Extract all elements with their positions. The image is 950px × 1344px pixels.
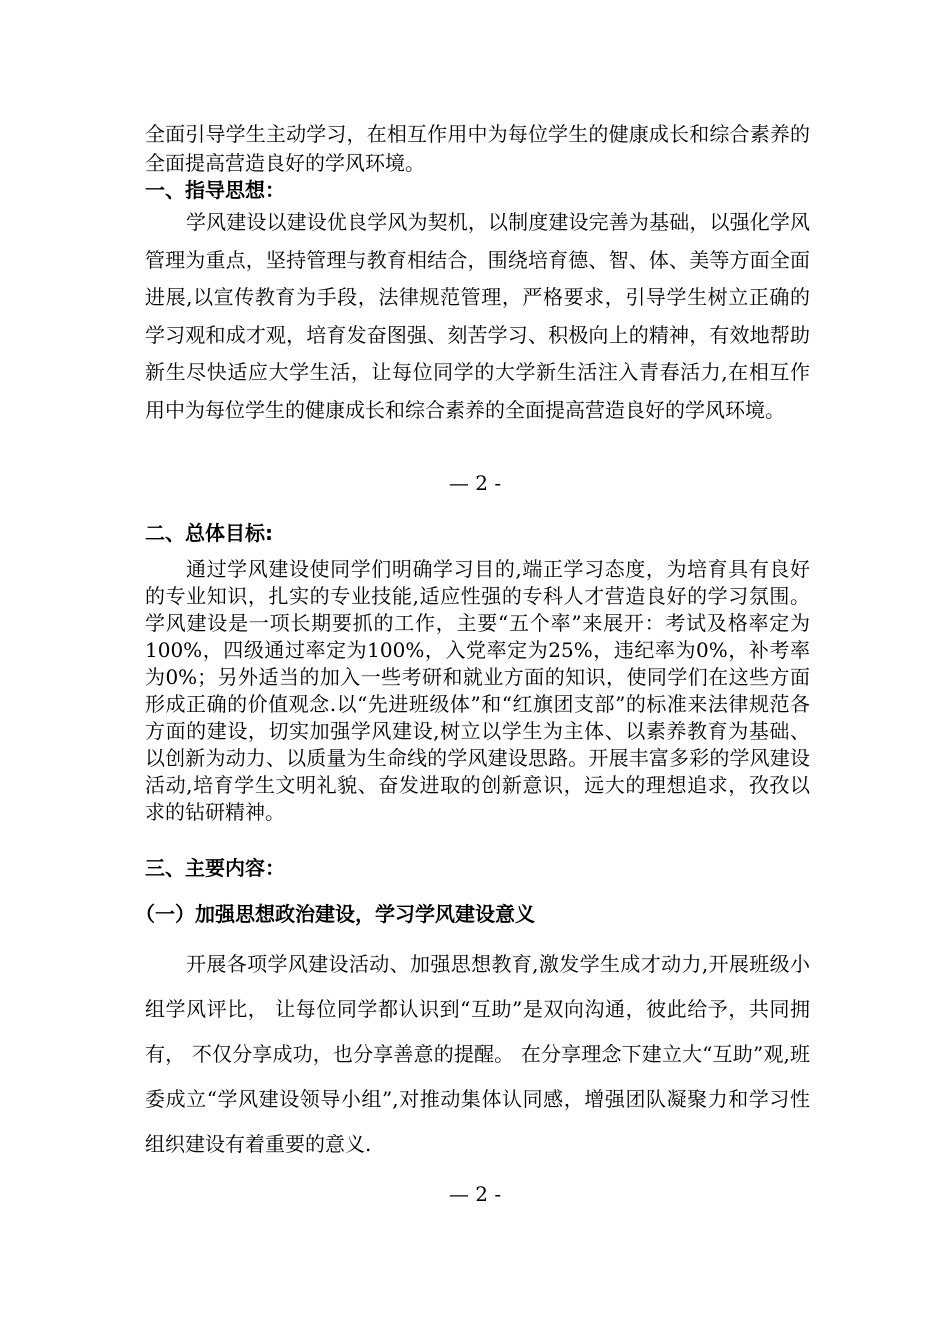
intro-paragraph: 全面引导学生主动学习，在相互作用中为每位学生的健康成长和综合素养的全面提高营造良好的学风环境。 [145, 122, 810, 175]
section3-heading: 三、主要内容： [145, 856, 285, 880]
page-number: — 2 - [448, 471, 502, 495]
section3-body: 开展各项学风建设活动、加强思想教育,激发学生成才动力,开展班级小组学风评比， 让每位同学都认识到“互助”是双向沟通，彼此给予，共同拥有， 不仅分享成功，也分享善意的提醒。 在分享理念下建立大“互助”观,班委成立“学风建设领导小组”,对推动集体认同感，增强团队凝聚力和学习性组织建设有着重要的意义. [145, 952, 810, 1156]
section3-subheading: （一）加强思想政治建设，学习学风建设意义 [135, 902, 535, 926]
section2-heading: 二、总体目标: [145, 521, 273, 545]
page-number-bottom: — 2 - [448, 1182, 502, 1206]
section1-body: 学风建设以建设优良学风为契机，以制度建设完善为基础，以强化学风管理为重点，坚持管理与教育相结合，围绕培育德、智、体、美等方面全面进展,以宣传教育为手段，法律规范管理，严格要求，引导学生树立正确的学习观和成才观，培育发奋图强、刻苦学习、积极向上的精神，有效地帮助新生尽快适应大学生活，让每位同学的大学新生活注入青春活力,在相互作用中为每位学生的健康成长和综合素养的全面提高营造良好的学风环境。 [145, 210, 810, 422]
section1-heading: 一、指导思想： [145, 178, 285, 202]
section2-body: 通过学风建设使同学们明确学习目的,端正学习态度，为培育具有良好的专业知识，扎实的专业技能,适应性强的专科人才营造良好的学习氛围。学风建设是一项长期要抓的工作，主要“五个率”来展开：考试及格率定为100%，四级通过率定为100%，入党率定为25%，违纪率为0%，补考率为0%；另外适当的加入一些考研和就业方面的知识，使同学们在这些方面形成正确的价值观念.以“先进班级体”和“红旗团支部”的标准来法律规范各方面的建设，切实加强学风建设,树立以学生为主体、以素养教育为基础、以创新为动力、以质量为生命线的学风建设思路。开展丰富多彩的学风建设活动,培育学生文明礼貌、奋发进取的创新意识，远大的理想追求，孜孜以求的钻研精神。 [145, 557, 810, 824]
